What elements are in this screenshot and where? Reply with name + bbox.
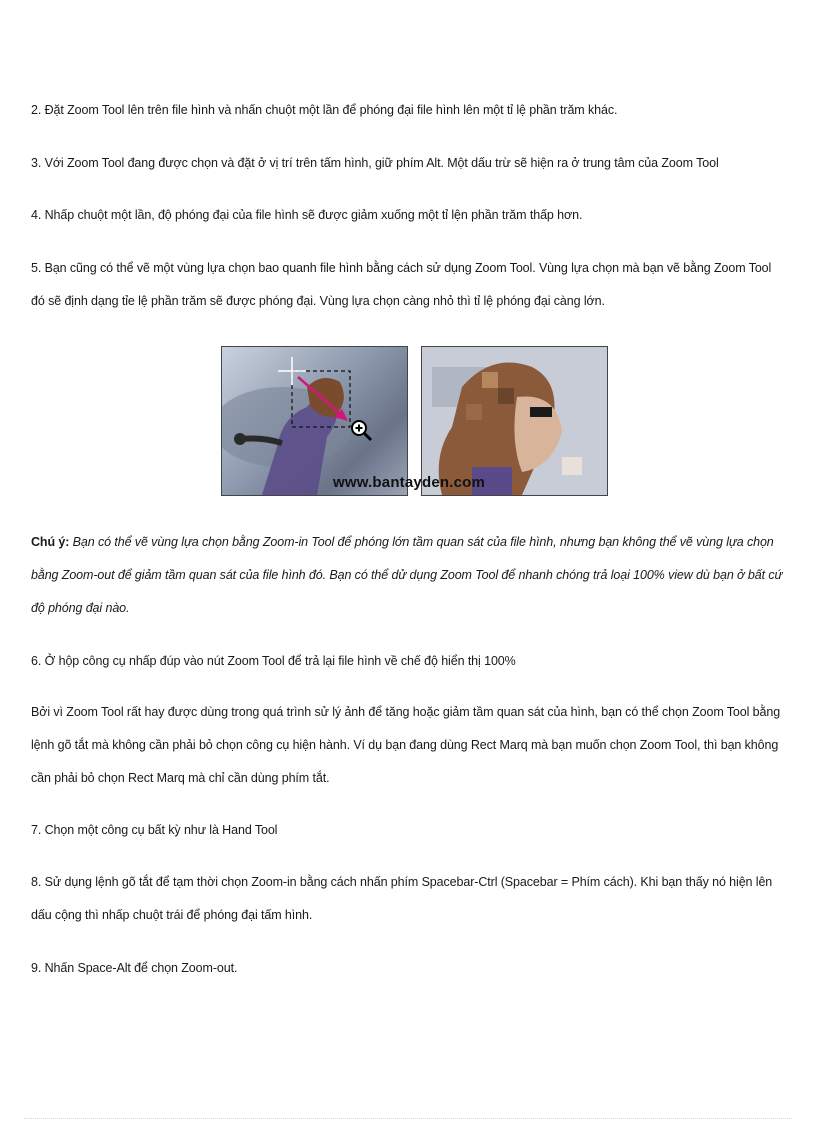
step-8-paragraph: 8. Sử dụng lệnh gõ tắt để tạm thời chọn Zoom-in bằng cách nhấn phím Spacebar-Ctrl (Spacebar = Phím cách). Khi bạn thấy nó hiện lên dấu cộng thì nhấp chuột trái để phóng đại tấm hình. — [31, 875, 773, 922]
watermark-text: www.bantayden.com — [333, 474, 486, 491]
zoom-shortcut-explanation: Bởi vì Zoom Tool rất hay được dùng trong quá trình sử lý ảnh để tăng hoặc giảm tầm quan sát của hình, bạn có thể chọn Zoom Tool bằng lệnh gõ tắt mà không cần phải bỏ chọn công cụ hiện hành. Ví dụ bạn đang dùng Rect Marq mà bạn muốn chọn Zoom Tool, thì bạn không cần phải bỏ chọn Rect Marq mà chỉ cần dùng phím tắt. — [31, 705, 781, 785]
step-5-paragraph: 5. Bạn cũng có thể vẽ một vùng lựa chọn bao quanh file hình bằng cách sử dụng Zoom Tool. Vùng lựa chọn mà bạn vẽ bằng Zoom Tool đó sẽ định dạng tỉe lệ phần trăm sẽ được phóng đại. Vùng lựa chọn càng nhỏ thì tỉ lệ phóng đại càng lớn. — [31, 261, 772, 308]
step-9-paragraph: 9. Nhấn Space-Alt để chọn Zoom-out. — [31, 961, 238, 975]
step-6-paragraph: 6. Ở hộp công cụ nhấp đúp vào nút Zoom Tool để trả lại file hình về chế độ hiển thị 100% — [31, 654, 516, 668]
step-3-paragraph: 3. Với Zoom Tool đang được chọn và đặt ở vị trí trên tấm hình, giữ phím Alt. Một dấu trừ sẽ hiện ra ở trung tâm của Zoom Tool — [31, 156, 719, 170]
zoom-in-magnifier-icon — [349, 418, 373, 442]
after-zoom-pixelated-illustration — [422, 347, 607, 495]
note-text: Bạn có thể vẽ vùng lựa chọn bằng Zoom-in Tool để phóng lớn tầm quan sát của file hình, nhưng bạn không thể vẽ vùng lựa chọn bằng Zoom-out để giảm tầm quan sát của file hình đó. Bạn có thể dử dụng Zoom Tool để nhanh chóng trả loại 100% view dù bạn ở bất cứ độ phóng đại nào. — [31, 535, 783, 615]
before-zoom-illustration — [222, 347, 407, 495]
footer-divider — [24, 1118, 792, 1119]
note-paragraph — [31, 526, 787, 625]
note-label: Chú ý: — [31, 535, 70, 549]
step-4-paragraph: 4. Nhấp chuột một lần, độ phóng đại của file hình sẽ được giảm xuống một tỉ lện phần trăm thấp hơn. — [31, 208, 583, 222]
step-7-paragraph: 7. Chọn một công cụ bất kỳ như là Hand Tool — [31, 823, 278, 837]
zoom-example-figure — [221, 346, 607, 496]
step-2-paragraph: 2. Đặt Zoom Tool lên trên file hình và nhấn chuột một lần để phóng đại file hình lên một tỉ lệ phần trăm khác. — [31, 103, 618, 117]
